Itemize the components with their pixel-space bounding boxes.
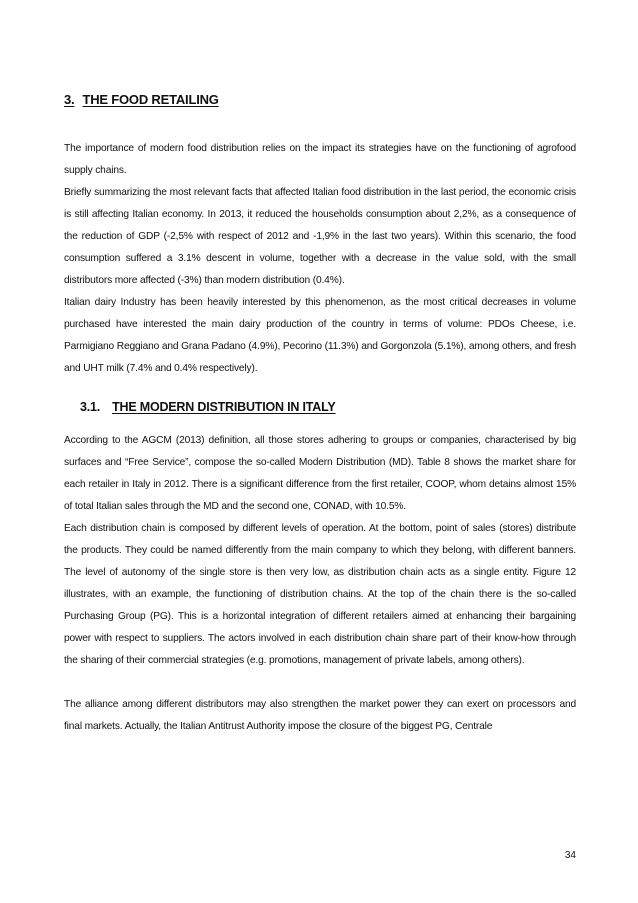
paragraph-importance: The importance of modern food distribution relies on the impact its strategies have on the functioning of agrofood supply chains. (64, 143, 576, 176)
paragraph-dairy-industry: Italian dairy Industry has been heavily interested by this phenomenon, as the most critical decreases in volume purchased have interested the main dairy production of the country in terms of volume: PDOs Cheese, i.e. Parmigiano Reggiano and Grana Padano (4.9%), Pecorino (11.3%) and Gorgonzola (5.1%), among others, and fresh and UHT milk (7.4% and 0.4% respectively). (64, 297, 576, 374)
subsection-heading (80, 400, 336, 414)
subsection-title: THE MODERN DISTRIBUTION IN ITALY (112, 400, 336, 414)
paragraph-distribution-chain: Each distribution chain is composed by different levels of operation. At the bottom, point of sales (stores) distribute the products. They could be named differently from the main company to which they belong, with different banners. The level of autonomy of the single store is then very low, as distribution chain acts as a single entity. Figure 12 illustrates, with an example, the functioning of distribution chains. At the top of the chain there is the so-called Purchasing Group (PG). This is a horizontal integration of different retailers aimed at enhancing their bargaining power with respect to suppliers. The actors involved in each distribution chain share part of their know-how through the sharing of their commercial strategies (e.g. promotions, management of private labels, among others). (64, 523, 576, 666)
section-title: THE FOOD RETAILING (82, 92, 219, 107)
subsection-number: 3.1. (80, 400, 101, 414)
section-heading (64, 92, 219, 107)
paragraph-economic-crisis: Briefly summarizing the most relevant facts that affected Italian food distribution in the last period, the economic crisis is still affecting Italian economy. In 2013, it reduced the households consumption about 2,2%, as a consequence of the reduction of GDP (-2,5% with respect of 2012 and -1,9% in the last two years). Within this scenario, the food consumption suffered a 3.1% descent in volume, together with a decrease in the value sold, with the small distributors more affected (-3%) than modern distribution (0.4%). (64, 187, 576, 286)
paragraph-alliance: The alliance among different distributors may also strengthen the market power they can exert on processors and final markets. Actually, the Italian Antitrust Authority impose the closure of the biggest PG, Centrale (64, 699, 576, 732)
section-number: 3. (64, 92, 75, 107)
page-number: 34 (564, 850, 576, 861)
paragraph-agcm-definition: According to the AGCM (2013) definition, all those stores adhering to groups or companies, characterised by big surfaces and “Free Service”, compose the so-called Modern Distribution (MD). Table 8 shows the market share for each retailer in Italy in 2012. There is a significant difference from the first retailer, COOP, whom detains almost 15% of total Italian sales through the MD and the second one, CONAD, with 10.5%. (64, 435, 576, 512)
